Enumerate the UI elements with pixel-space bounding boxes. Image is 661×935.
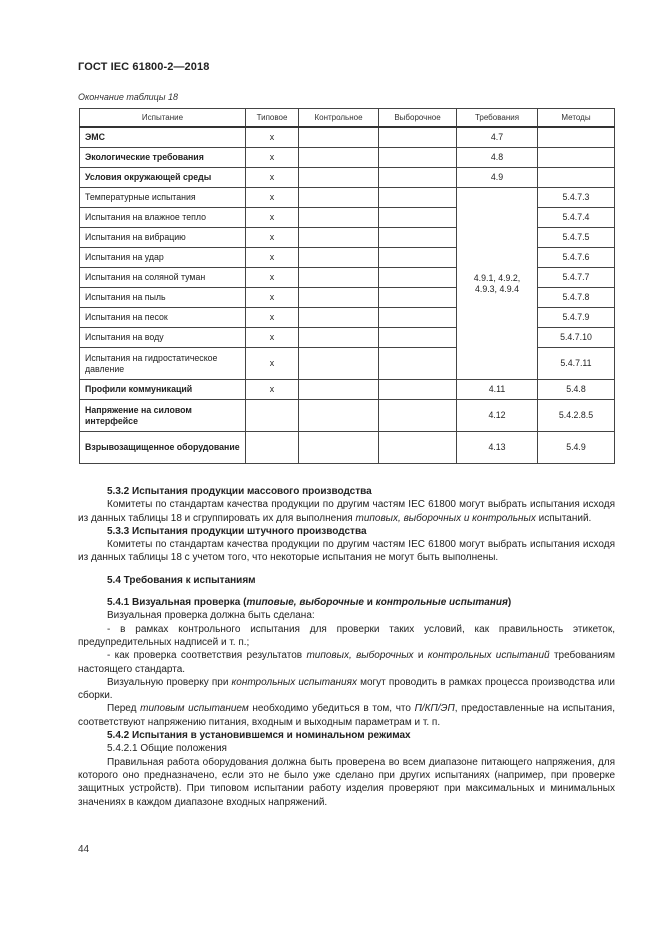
methods-cell: 5.4.7.4	[538, 208, 615, 228]
control-cell	[299, 127, 379, 148]
sample-cell	[379, 188, 457, 208]
methods-cell: 5.4.7.7	[538, 268, 615, 288]
heading-5-4: 5.4 Требования к испытаниям	[107, 574, 256, 586]
sample-cell	[379, 348, 457, 380]
test-cell: Испытания на воду	[80, 328, 246, 348]
text-run: могут проводить в рамках процесса производства или сборки.	[78, 676, 615, 702]
requirements-cell: 4.9	[457, 168, 538, 188]
test-cell: Испытания на пыль	[80, 288, 246, 308]
sample-cell	[379, 432, 457, 464]
column-header: Испытание	[80, 109, 246, 128]
type-cell: x	[246, 288, 299, 308]
column-header: Типовое	[246, 109, 299, 128]
page-number: 44	[78, 844, 90, 855]
control-cell	[299, 228, 379, 248]
table-row	[80, 168, 615, 188]
sample-cell	[379, 208, 457, 228]
control-cell	[299, 268, 379, 288]
merged-requirements-cell: 4.9.1, 4.9.2, 4.9.3, 4.9.4	[457, 188, 538, 380]
control-cell	[299, 288, 379, 308]
sample-cell	[379, 148, 457, 168]
emphasis: типовых, выборочных и контрольных	[355, 512, 536, 524]
text-run: необходимо убедиться в том, что	[248, 703, 415, 715]
table-18	[79, 108, 615, 464]
test-cell: Испытания на соляной туман	[80, 268, 246, 288]
sample-cell	[379, 268, 457, 288]
methods-cell: 5.4.7.5	[538, 228, 615, 248]
methods-cell: 5.4.7.11	[538, 348, 615, 380]
requirements-cell: 4.8	[457, 148, 538, 168]
type-cell	[246, 432, 299, 464]
sample-cell	[379, 248, 457, 268]
control-cell	[299, 308, 379, 328]
table-header-row	[80, 109, 615, 128]
emphasis: типовым испытанием	[140, 703, 249, 715]
table-caption: Окончание таблицы 18	[78, 92, 178, 102]
list-item: - в рамках контрольного испытания для проверки таких условий, как правильность этикеток, предупредительных надписей и т. п.;	[78, 623, 615, 648]
type-cell: x	[246, 308, 299, 328]
type-cell: x	[246, 328, 299, 348]
paragraph: Визуальная проверка должна быть сделана:	[107, 610, 315, 622]
type-cell: x	[246, 208, 299, 228]
text-run: Визуальную проверку при	[107, 676, 232, 688]
heading-5-3-2: 5.3.2 Испытания продукции массового производства	[107, 486, 372, 497]
text-run: требованиям настоящего стандарта.	[78, 650, 615, 675]
test-cell: Экологические требования	[80, 148, 246, 168]
test-cell: Взрывозащищенное оборудование	[80, 432, 246, 464]
test-cell: Испытания на вибрацию	[80, 228, 246, 248]
emphasis: контрольные испытания	[375, 597, 508, 609]
control-cell	[299, 400, 379, 432]
control-cell	[299, 188, 379, 208]
requirements-cell: 4.13	[457, 432, 538, 464]
sample-cell	[379, 288, 457, 308]
heading-5-4-2-1: 5.4.2.1 Общие положения	[107, 743, 227, 755]
text-run: и	[363, 597, 376, 609]
paragraph	[78, 676, 615, 703]
methods-cell: 5.4.7.6	[538, 248, 615, 268]
type-cell: x	[246, 148, 299, 168]
methods-cell: 5.4.2.8.5	[538, 400, 615, 432]
control-cell	[299, 208, 379, 228]
type-cell: x	[246, 188, 299, 208]
type-cell: x	[246, 168, 299, 188]
test-cell: ЭМС	[80, 127, 246, 148]
heading-5-4-2: 5.4.2 Испытания в установившемся и номинальном режимах	[107, 730, 411, 742]
test-cell: Напряжение на силовом интерфейсе	[80, 400, 246, 432]
requirements-cell: 4.7	[457, 127, 538, 148]
type-cell: x	[246, 348, 299, 380]
test-cell: Испытания на гидростатическое давление	[80, 348, 246, 380]
emphasis: контрольных испытаний	[427, 650, 550, 662]
control-cell	[299, 380, 379, 400]
control-cell	[299, 348, 379, 380]
test-cell: Условия окружающей среды	[80, 168, 246, 188]
type-cell: x	[246, 380, 299, 400]
list-item	[78, 649, 615, 676]
heading-5-4-1	[78, 596, 615, 609]
requirements-cell: 4.11	[457, 380, 538, 400]
text-run: Комитеты по стандартам качества продукции по другим частям IEC 61800 могут выбрать испытания исходя из данных таблицы 18 и сгруппировать их для выполнения	[78, 499, 615, 524]
requirements-cell: 4.12	[457, 400, 538, 432]
methods-cell: 5.4.7.3	[538, 188, 615, 208]
control-cell	[299, 248, 379, 268]
text-run: , предоставленные на испытания, соответствуют напряжению питания, входным и выходным параметрам и т. п.	[78, 703, 615, 728]
table-row	[80, 432, 615, 464]
sample-cell	[379, 328, 457, 348]
table-row	[80, 188, 615, 208]
body-text	[78, 485, 615, 809]
test-cell: Температурные испытания	[80, 188, 246, 208]
paragraph: Правильная работа оборудования должна быть проверена во всем диапазоне питающего напряжения, для которого оно предназначено, если это не было уже сделано при других испытаниях (например, при проверке защитных устройств). При типовом испытании работу изделия проверяют при максимальных и минимальных значениях в каждом диапазоне входных напряжений.	[78, 756, 615, 808]
methods-cell	[538, 148, 615, 168]
sample-cell	[379, 380, 457, 400]
paragraph	[78, 498, 615, 525]
text-run: Перед	[107, 703, 141, 715]
text-run: )	[507, 597, 512, 609]
control-cell	[299, 432, 379, 464]
text-run: и	[413, 650, 428, 662]
type-cell: x	[246, 268, 299, 288]
document-header: ГОСТ IEC 61800-2—2018	[78, 61, 210, 73]
paragraph	[78, 702, 615, 729]
sample-cell	[379, 127, 457, 148]
table-row	[80, 400, 615, 432]
table-row	[80, 148, 615, 168]
sample-cell	[379, 168, 457, 188]
text-run: 5.4.1 Визуальная проверка (	[107, 597, 247, 609]
column-header: Методы	[538, 109, 615, 128]
test-cell: Испытания на влажное тепло	[80, 208, 246, 228]
test-cell: Профили коммуникаций	[80, 380, 246, 400]
type-cell: x	[246, 228, 299, 248]
emphasis: типовых, выборочных	[306, 650, 414, 662]
methods-cell: 5.4.7.8	[538, 288, 615, 308]
methods-cell	[538, 127, 615, 148]
emphasis: типовые, выборочные	[246, 597, 364, 609]
column-header: Требования	[457, 109, 538, 128]
methods-cell: 5.4.8	[538, 380, 615, 400]
methods-cell: 5.4.9	[538, 432, 615, 464]
heading-5-3-3: 5.3.3 Испытания продукции штучного производства	[107, 525, 367, 537]
methods-cell	[538, 168, 615, 188]
methods-cell: 5.4.7.9	[538, 308, 615, 328]
sample-cell	[379, 228, 457, 248]
emphasis: контрольных испытаниях	[231, 676, 357, 688]
column-header: Выборочное	[379, 109, 457, 128]
test-cell: Испытания на удар	[80, 248, 246, 268]
sample-cell	[379, 400, 457, 432]
table-row	[80, 127, 615, 148]
text-run: - как проверка соответствия результатов	[107, 650, 307, 662]
text-run: испытаний.	[535, 512, 592, 524]
control-cell	[299, 148, 379, 168]
test-cell: Испытания на песок	[80, 308, 246, 328]
control-cell	[299, 168, 379, 188]
type-cell: x	[246, 127, 299, 148]
emphasis: П/КП/ЭП	[414, 703, 455, 715]
table-row	[80, 380, 615, 400]
sample-cell	[379, 308, 457, 328]
paragraph: Комитеты по стандартам качества продукции по другим частям IEC 61800 могут выбрать испытания исходя из данных таблицы 18 с учетом того, что некоторые испытания не могут быть выполнены.	[78, 539, 615, 564]
control-cell	[299, 328, 379, 348]
type-cell	[246, 400, 299, 432]
type-cell: x	[246, 248, 299, 268]
methods-cell: 5.4.7.10	[538, 328, 615, 348]
column-header: Контрольное	[299, 109, 379, 128]
